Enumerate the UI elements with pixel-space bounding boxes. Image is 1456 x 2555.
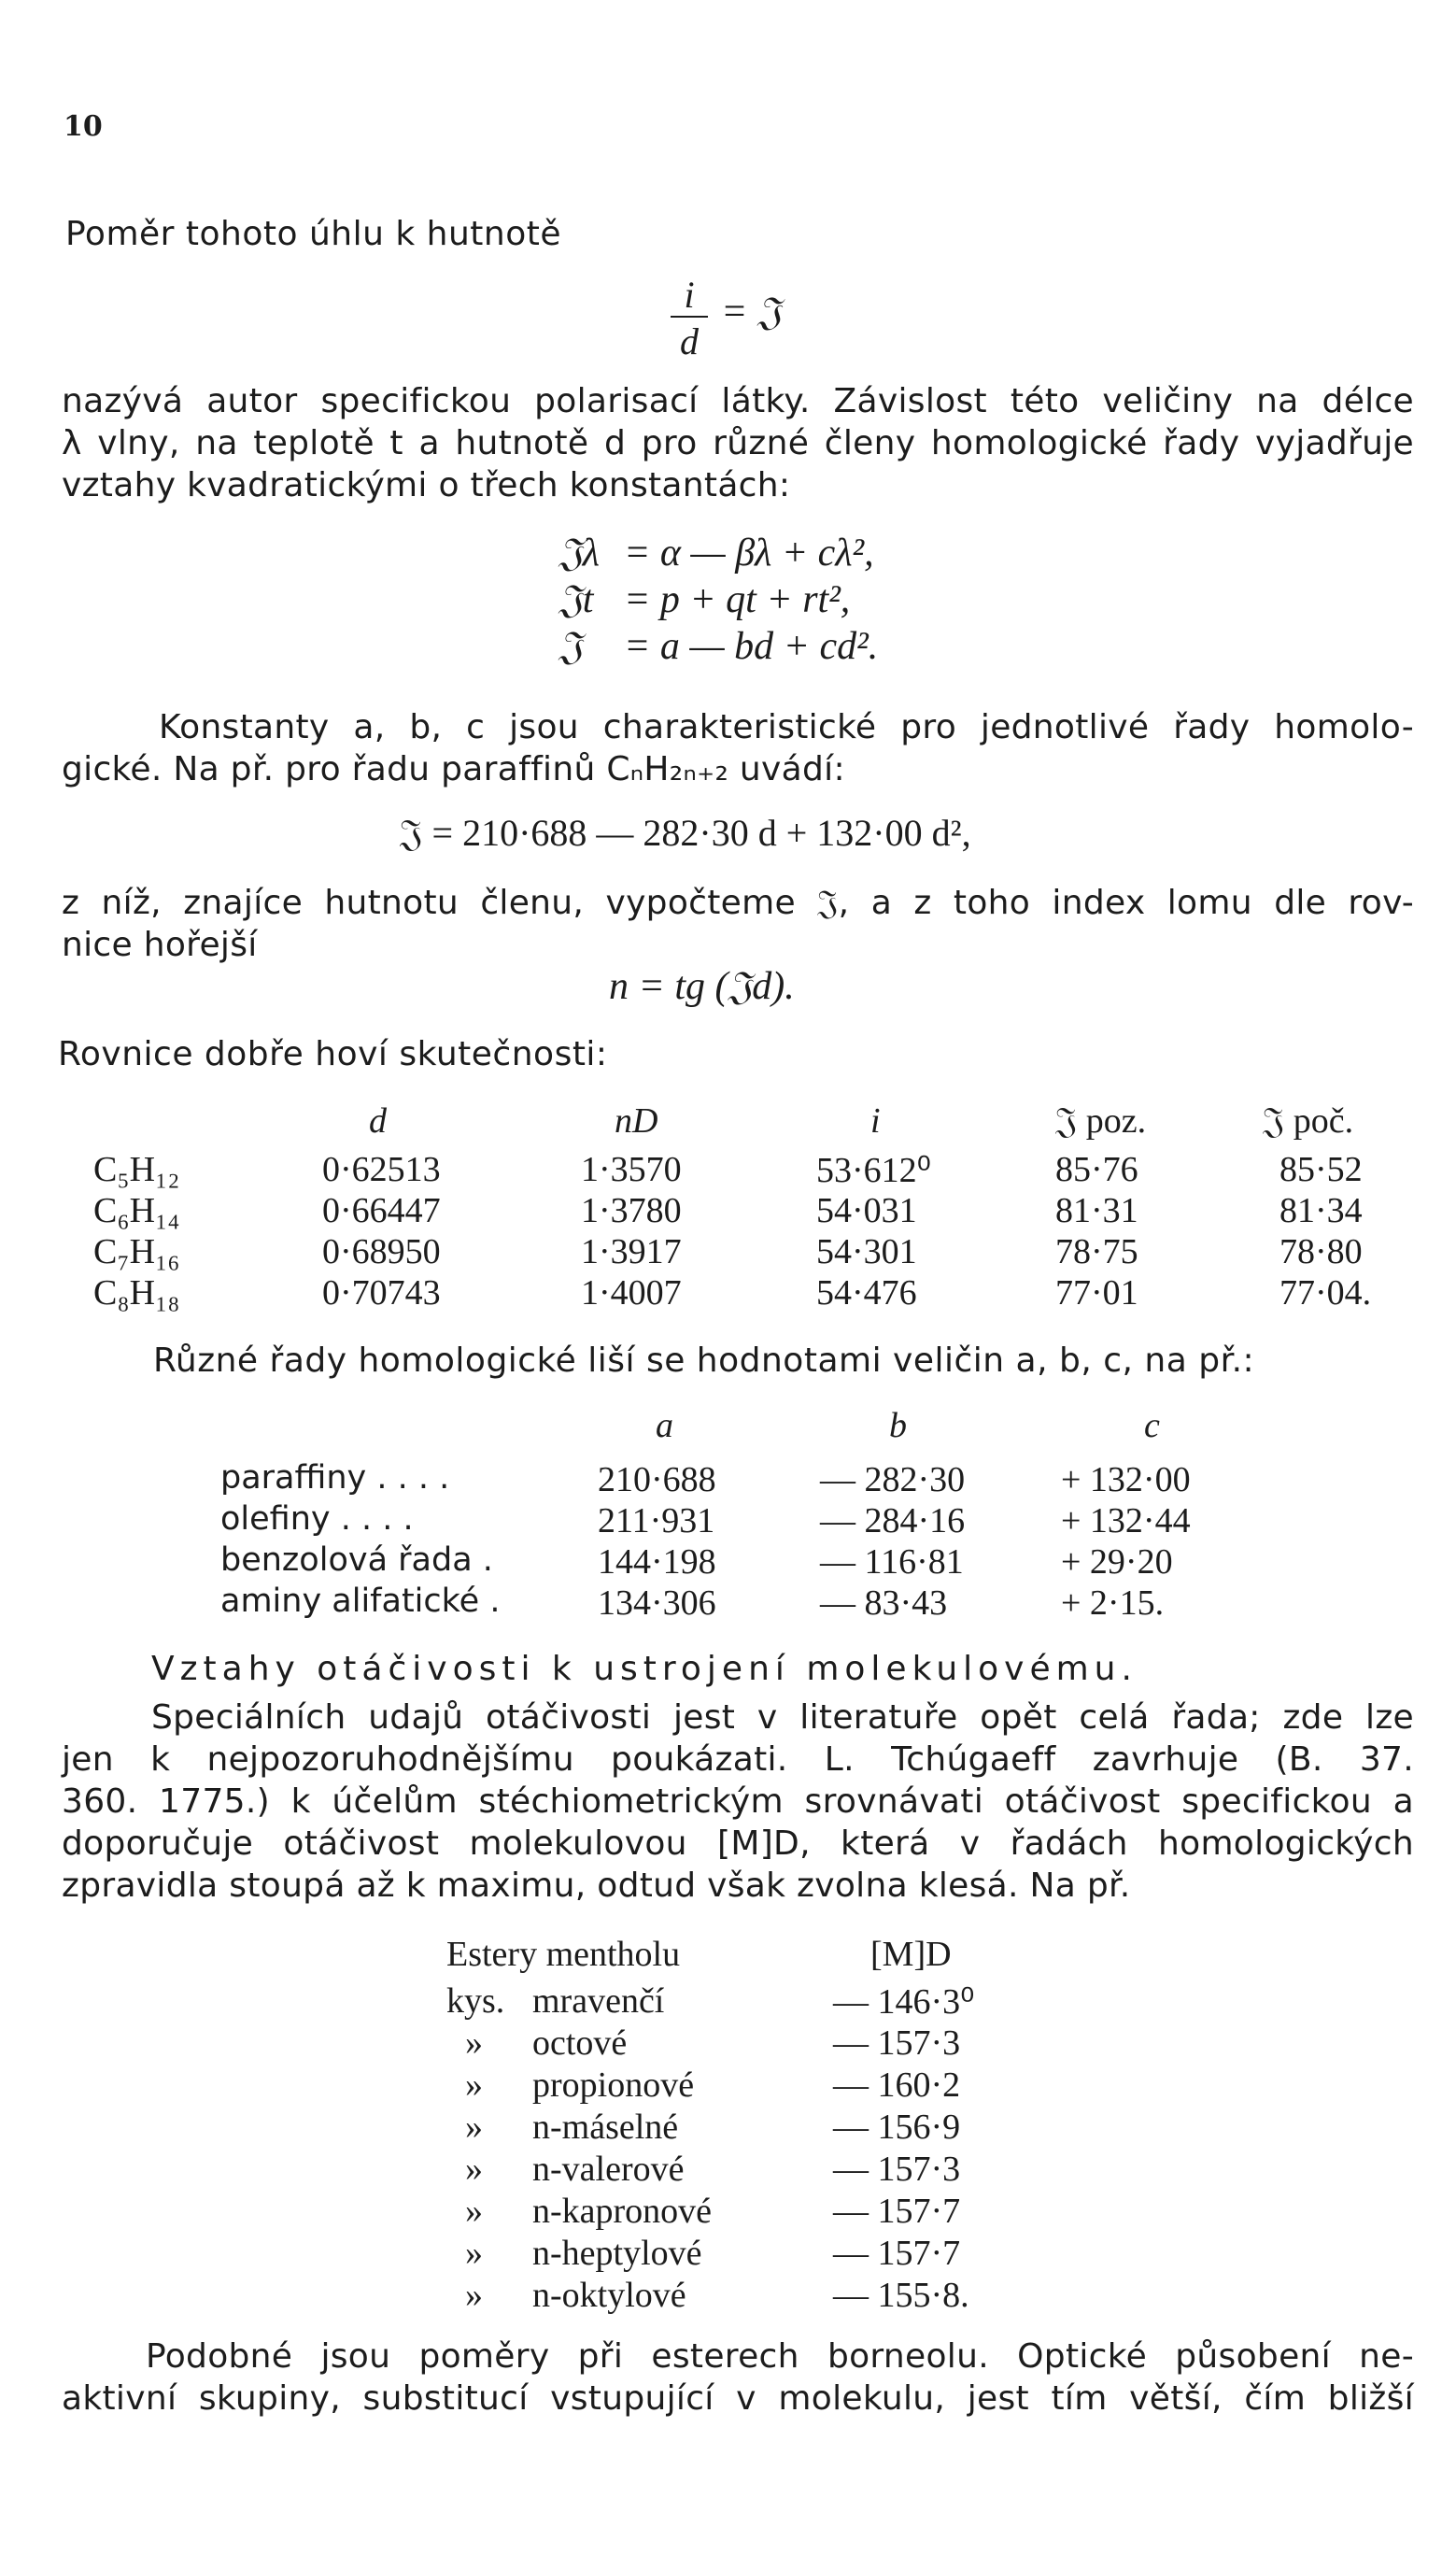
table3-name: propionové bbox=[532, 2065, 695, 2105]
table2-cell: — 282·30 bbox=[820, 1460, 966, 1499]
table3-prefix: » bbox=[465, 2276, 483, 2315]
table1-header: 𝔍 poz. bbox=[1055, 1101, 1147, 1141]
table1-header: 𝔍 poč. bbox=[1263, 1101, 1354, 1141]
rovnice-line: Rovnice dobře hoví skutečnosti: bbox=[58, 1035, 608, 1073]
paragraph-line: aktivní skupiny, substitucí vstupující v molekulu, jest tím větší, čím bližší bbox=[62, 2379, 1414, 2418]
table1-cell: 77·01 bbox=[1055, 1273, 1138, 1313]
table1-cell: 1·4007 bbox=[581, 1273, 682, 1313]
equation-paraffins: 𝔍 = 210·688 — 282·30 d + 132·00 d², bbox=[400, 812, 971, 854]
table1-cell: 53·612⁰ bbox=[816, 1151, 931, 1190]
table1-cell: 0·70743 bbox=[322, 1273, 441, 1313]
table2-header: c bbox=[1144, 1406, 1160, 1445]
table3-value: — 160·2 bbox=[833, 2065, 961, 2105]
table3-prefix: » bbox=[465, 2234, 483, 2273]
table1-header: d bbox=[369, 1101, 387, 1141]
paragraph-line: doporučuje otáčivost molekulovou [M]D, která v řadách homologických bbox=[62, 1824, 1414, 1863]
fraction-bar bbox=[671, 316, 708, 318]
table3-value: — 157·3 bbox=[833, 2150, 961, 2189]
table2-cell: + 29·20 bbox=[1061, 1542, 1173, 1582]
table2-cell: + 2·15. bbox=[1061, 1583, 1165, 1623]
table1-cell: 78·80 bbox=[1279, 1232, 1363, 1271]
table3-prefix: » bbox=[465, 2150, 483, 2189]
table2-cell: 144·198 bbox=[598, 1542, 716, 1582]
equation-refractive-index: n = tg (𝔍d). bbox=[609, 965, 795, 1008]
table2-header: a bbox=[656, 1406, 673, 1445]
table3-header-right: [M]D bbox=[870, 1935, 952, 1974]
fraction-numerator: i bbox=[684, 274, 695, 316]
table1-header: nD bbox=[615, 1101, 658, 1141]
paragraph-1 bbox=[62, 380, 1414, 506]
paragraph-line: z níž, znajíce hutnotu členu, vypočteme 𝔍, a z toho index lomu dle rov- bbox=[62, 884, 1414, 922]
paragraph-line: 360. 1775.) k účelům stéchiometrickým srovnávati otáčivost specifickou a bbox=[62, 1782, 1414, 1821]
table2-row-label: benzolová řada . bbox=[220, 1541, 493, 1579]
table1-cell: 54·476 bbox=[816, 1273, 917, 1313]
table2-cell: 211·931 bbox=[598, 1501, 715, 1540]
table1-header: i bbox=[870, 1101, 881, 1141]
paragraph-2 bbox=[62, 706, 1414, 790]
paragraph-line: nazývá autor specifickou polarisací látky. Závislost této veličiny na délce bbox=[62, 382, 1414, 420]
table3-value: — 157·7 bbox=[833, 2192, 961, 2231]
table1-cell: 0·68950 bbox=[322, 1232, 441, 1271]
table3-name: n-máselné bbox=[532, 2108, 679, 2147]
table3-name: n-oktylové bbox=[532, 2276, 686, 2315]
table2-row-label: aminy alifatické . bbox=[220, 1583, 501, 1620]
table1-cell: 0·66447 bbox=[322, 1191, 441, 1230]
paragraph-line: Konstanty a, b, c jsou charakteristické pro jednotlivé řady homolo- bbox=[159, 708, 1414, 746]
table1-cell: 1·3570 bbox=[581, 1150, 682, 1189]
equation-rhs: = α — βλ + cλ², bbox=[624, 532, 874, 575]
table3-name: octové bbox=[532, 2023, 628, 2063]
table3-value: — 156·9 bbox=[833, 2108, 961, 2147]
table1-formula: C₇H₁₆ bbox=[93, 1232, 180, 1271]
table2-header: b bbox=[889, 1406, 907, 1445]
table2-cell: — 284·16 bbox=[820, 1501, 966, 1540]
table2-cell: 134·306 bbox=[598, 1583, 716, 1623]
paragraph-line: gické. Na př. pro řadu paraffinů CₙH₂ₙ₊₂ uvádí: bbox=[62, 750, 845, 788]
table3-prefix: kys. bbox=[446, 1981, 505, 2021]
paragraph-4 bbox=[62, 1696, 1414, 1907]
paragraph-3 bbox=[62, 882, 1414, 966]
paragraph-5 bbox=[62, 2335, 1414, 2420]
table3-name: mravenčí bbox=[532, 1981, 665, 2021]
table3-prefix: » bbox=[465, 2108, 483, 2147]
table1-cell: 1·3917 bbox=[581, 1232, 682, 1271]
table1-cell: 81·31 bbox=[1055, 1191, 1138, 1230]
table1-cell: 85·76 bbox=[1055, 1150, 1138, 1189]
fraction-denominator: d bbox=[680, 320, 699, 362]
equation-lhs: 𝔍 bbox=[558, 625, 583, 668]
table3-prefix: » bbox=[465, 2023, 483, 2063]
fraction bbox=[671, 273, 708, 363]
paragraph-line: zpravidla stoupá až k maximu, odtud však zvolna klesá. Na př. bbox=[62, 1867, 1131, 1905]
table3-value: — 157·3 bbox=[833, 2023, 961, 2063]
table1-cell: 1·3780 bbox=[581, 1191, 682, 1230]
table3-value: — 146·3⁰ bbox=[833, 1982, 975, 2022]
paragraph-line: Podobné jsou poměry při esterech borneolu. Optické působení ne- bbox=[146, 2337, 1414, 2376]
table2-cell: 210·688 bbox=[598, 1460, 716, 1499]
paragraph-line: λ vlny, na teplotě t a hutnotě d pro různé členy homologické řady vyjadřuje bbox=[62, 424, 1414, 462]
table2-cell: + 132·00 bbox=[1061, 1460, 1191, 1499]
table1-formula: C₈H₁₈ bbox=[93, 1273, 180, 1313]
table2-row-label: olefiny . . . . bbox=[220, 1500, 414, 1538]
page-number: 10 bbox=[64, 110, 103, 143]
table1-cell: 77·04. bbox=[1279, 1273, 1372, 1313]
table1-formula: C₆H₁₄ bbox=[93, 1191, 180, 1230]
equation-lhs: 𝔍λ bbox=[558, 532, 600, 575]
table3-name: n-kapronové bbox=[532, 2192, 713, 2231]
equation-rhs: = a — bd + cd². bbox=[624, 625, 879, 668]
table3-value: — 155·8. bbox=[833, 2276, 969, 2315]
fraction-rhs: = 𝔍 bbox=[721, 291, 782, 334]
section-heading: Vztahy otáčivosti k ustrojení molekulovému. bbox=[151, 1650, 1138, 1688]
paragraph-line: vztahy kvadratickými o třech konstantách: bbox=[62, 466, 791, 504]
ruzne-line: Různé řady homologické liší se hodnotami veličin a, b, c, na př.: bbox=[153, 1341, 1255, 1380]
table2-cell: — 116·81 bbox=[820, 1542, 964, 1582]
table1-cell: 85·52 bbox=[1279, 1150, 1363, 1189]
table2-row-label: paraffiny . . . . bbox=[220, 1459, 450, 1497]
table1-cell: 54·031 bbox=[816, 1191, 917, 1230]
table1-cell: 81·34 bbox=[1279, 1191, 1363, 1230]
table2-cell: + 132·44 bbox=[1061, 1501, 1191, 1540]
paragraph-line: Speciálních udajů otáčivosti jest v literatuře opět celá řada; zde lze bbox=[151, 1698, 1414, 1737]
table3-header-left: Estery mentholu bbox=[446, 1935, 681, 1974]
equation-lhs: 𝔍t bbox=[558, 578, 594, 621]
table1-formula: C₅H₁₂ bbox=[93, 1150, 180, 1189]
equation-rhs: = p + qt + rt², bbox=[624, 578, 851, 621]
table3-name: n-valerové bbox=[532, 2150, 685, 2189]
table3-name: n-heptylové bbox=[532, 2234, 702, 2273]
table3-prefix: » bbox=[465, 2192, 483, 2231]
table3-value: — 157·7 bbox=[833, 2234, 961, 2273]
table1-cell: 78·75 bbox=[1055, 1232, 1138, 1271]
table2-cell: — 83·43 bbox=[820, 1583, 948, 1623]
table1-cell: 0·62513 bbox=[322, 1150, 441, 1189]
paragraph-line: nice hořejší bbox=[62, 926, 258, 964]
table1-cell: 54·301 bbox=[816, 1232, 917, 1271]
paragraph-line: jen k nejpozoruhodnějšímu poukázati. L. Tchúgaeff zavrhuje (B. 37. bbox=[62, 1740, 1414, 1779]
intro-line: Poměr tohoto úhlu k hutnotě bbox=[65, 215, 562, 253]
table3-prefix: » bbox=[465, 2065, 483, 2105]
